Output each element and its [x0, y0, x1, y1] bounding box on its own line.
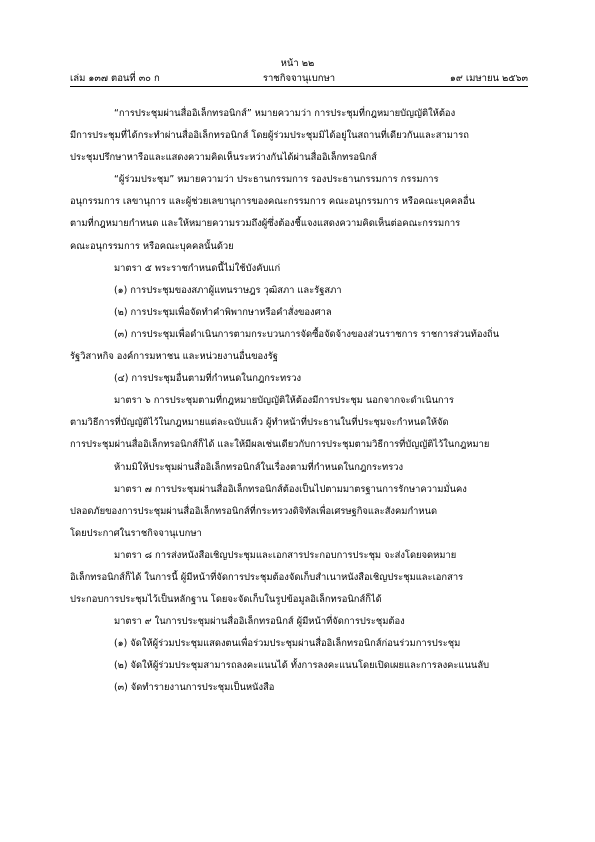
list-item: (๑) จัดให้ผู้ร่วมประชุมแสดงตนเพื่อร่วมประชุมผ่านสื่ออิเล็กทรอนิกส์ก่อนร่วมการประชุม [114, 638, 461, 650]
paragraph-line: มีการประชุมที่ได้กระทำผ่านสื่ออิเล็กทรอนิกส์ โดยผู้ร่วมประชุมมิได้อยู่ในสถานที่เดียวกันและสามารถ [70, 130, 469, 142]
paragraph-line: อิเล็กทรอนิกส์ก็ได้ ในการนี้ ผู้มีหน้าที่จัดการประชุมต้องจัดเก็บสำเนาหนังสือเชิญประชุมและเอกสาร [70, 571, 464, 583]
paragraph-line: อนุกรรมการ เลขานุการ และผู้ช่วยเลขานุการของคณะกรรมการ คณะอนุกรรมการ หรือคณะบุคคลอื่น [70, 196, 475, 208]
section-heading-6: มาตรา ๖ การประชุมตามที่กฎหมายบัญญัติให้ต้องมีการประชุม นอกจากจะดำเนินการ [114, 395, 454, 407]
paragraph-line: ตามที่กฎหมายกำหนด และให้หมายความรวมถึงผู้ซึ่งต้องชี้แจงแสดงความคิดเห็นต่อคณะกรรมการ [70, 218, 461, 230]
paragraph-line: โดยประกาศในราชกิจจานุเบกษา [70, 527, 202, 539]
list-item: (๑) การประชุมของสภาผู้แทนราษฎร วุฒิสภา และรัฐสภา [114, 284, 342, 296]
paragraph-line: ประกอบการประชุมไว้เป็นหลักฐาน โดยจะจัดเก็บในรูปข้อมูลอิเล็กทรอนิกส์ก็ได้ [70, 594, 382, 606]
section-heading-8: มาตรา ๘ การส่งหนังสือเชิญประชุมและเอกสารประกอบการประชุม จะส่งโดยจดหมาย [114, 549, 457, 561]
paragraph-line: “ผู้ร่วมประชุม” หมายความว่า ประธานกรรมการ รองประธานกรรมการ กรรมการ [114, 174, 439, 186]
section-heading-5: มาตรา ๕ พระราชกำหนดนี้ไม่ใช้บังคับแก่ [114, 262, 281, 274]
paragraph-line: ประชุมปรึกษาหารือและแสดงความคิดเห็นระหว่างกันได้ผ่านสื่ออิเล็กทรอนิกส์ [70, 152, 377, 164]
header-divider [70, 86, 528, 87]
paragraph-line: ปลอดภัยของการประชุมผ่านสื่ออิเล็กทรอนิกส์ที่กระทรวงดิจิทัลเพื่อเศรษฐกิจและสังคมกำหนด [70, 505, 438, 517]
paragraph-line: รัฐวิสาหกิจ องค์การมหาชน และหน่วยงานอื่นของรัฐ [70, 351, 278, 363]
list-item: (๒) จัดให้ผู้ร่วมประชุมสามารถลงคะแนนได้ ทั้งการลงคะแนนโดยเปิดเผยและการลงคะแนนลับ [114, 660, 490, 672]
list-item: (๔) การประชุมอื่นตามที่กำหนดในกฎกระทรวง [114, 373, 302, 385]
paragraph-line: “การประชุมผ่านสื่ออิเล็กทรอนิกส์” หมายความว่า การประชุมที่กฎหมายบัญญัติให้ต้อง [114, 108, 456, 119]
section-heading-7: มาตรา ๗ การประชุมผ่านสื่ออิเล็กทรอนิกส์ต้องเป็นไปตามมาตรฐานการรักษาความมั่นคง [114, 483, 467, 495]
page-number: หน้า ๒๒ [280, 58, 315, 69]
volume-label: เล่ม ๑๓๗ ตอนที่ ๓๐ ก [70, 73, 160, 84]
paragraph-line: ห้ามมิให้ประชุมผ่านสื่ออิเล็กทรอนิกส์ในเรื่องตามที่กำหนดในกฎกระทรวง [114, 461, 404, 473]
gazette-header [70, 71, 528, 85]
list-item: (๓) จัดทำรายงานการประชุมเป็นหนังสือ [114, 682, 275, 694]
paragraph-line: ตามวิธีการที่บัญญัติไว้ในกฎหมายแต่ละฉบับแล้ว ผู้ทำหน้าที่ประธานในที่ประชุมจะกำหนดให้จัด [70, 417, 449, 429]
list-item: (๓) การประชุมเพื่อดำเนินการตามกระบวนการจัดซื้อจัดจ้างของส่วนราชการ ราชการส่วนท้องถิ่น [114, 328, 500, 340]
list-item: (๒) การประชุมเพื่อจัดทำคำพิพากษาหรือคำสั่งของศาล [114, 306, 332, 318]
gazette-title: ราชกิจจานุเบกษา [262, 73, 336, 84]
section-heading-9: มาตรา ๙ ในการประชุมผ่านสื่ออิเล็กทรอนิกส์ ผู้มีหน้าที่จัดการประชุมต้อง [114, 616, 405, 628]
paragraph-line: คณะอนุกรรมการ หรือคณะบุคคลนั้นด้วย [70, 240, 234, 252]
publication-date: ๑๙ เมษายน ๒๕๖๓ [449, 73, 528, 84]
paragraph-line: การประชุมผ่านสื่ออิเล็กทรอนิกส์ก็ได้ และให้มีผลเช่นเดียวกับการประชุมตามวิธีการที่บัญญัติไว้ในกฎหมาย [70, 439, 490, 451]
document-body [70, 103, 526, 700]
